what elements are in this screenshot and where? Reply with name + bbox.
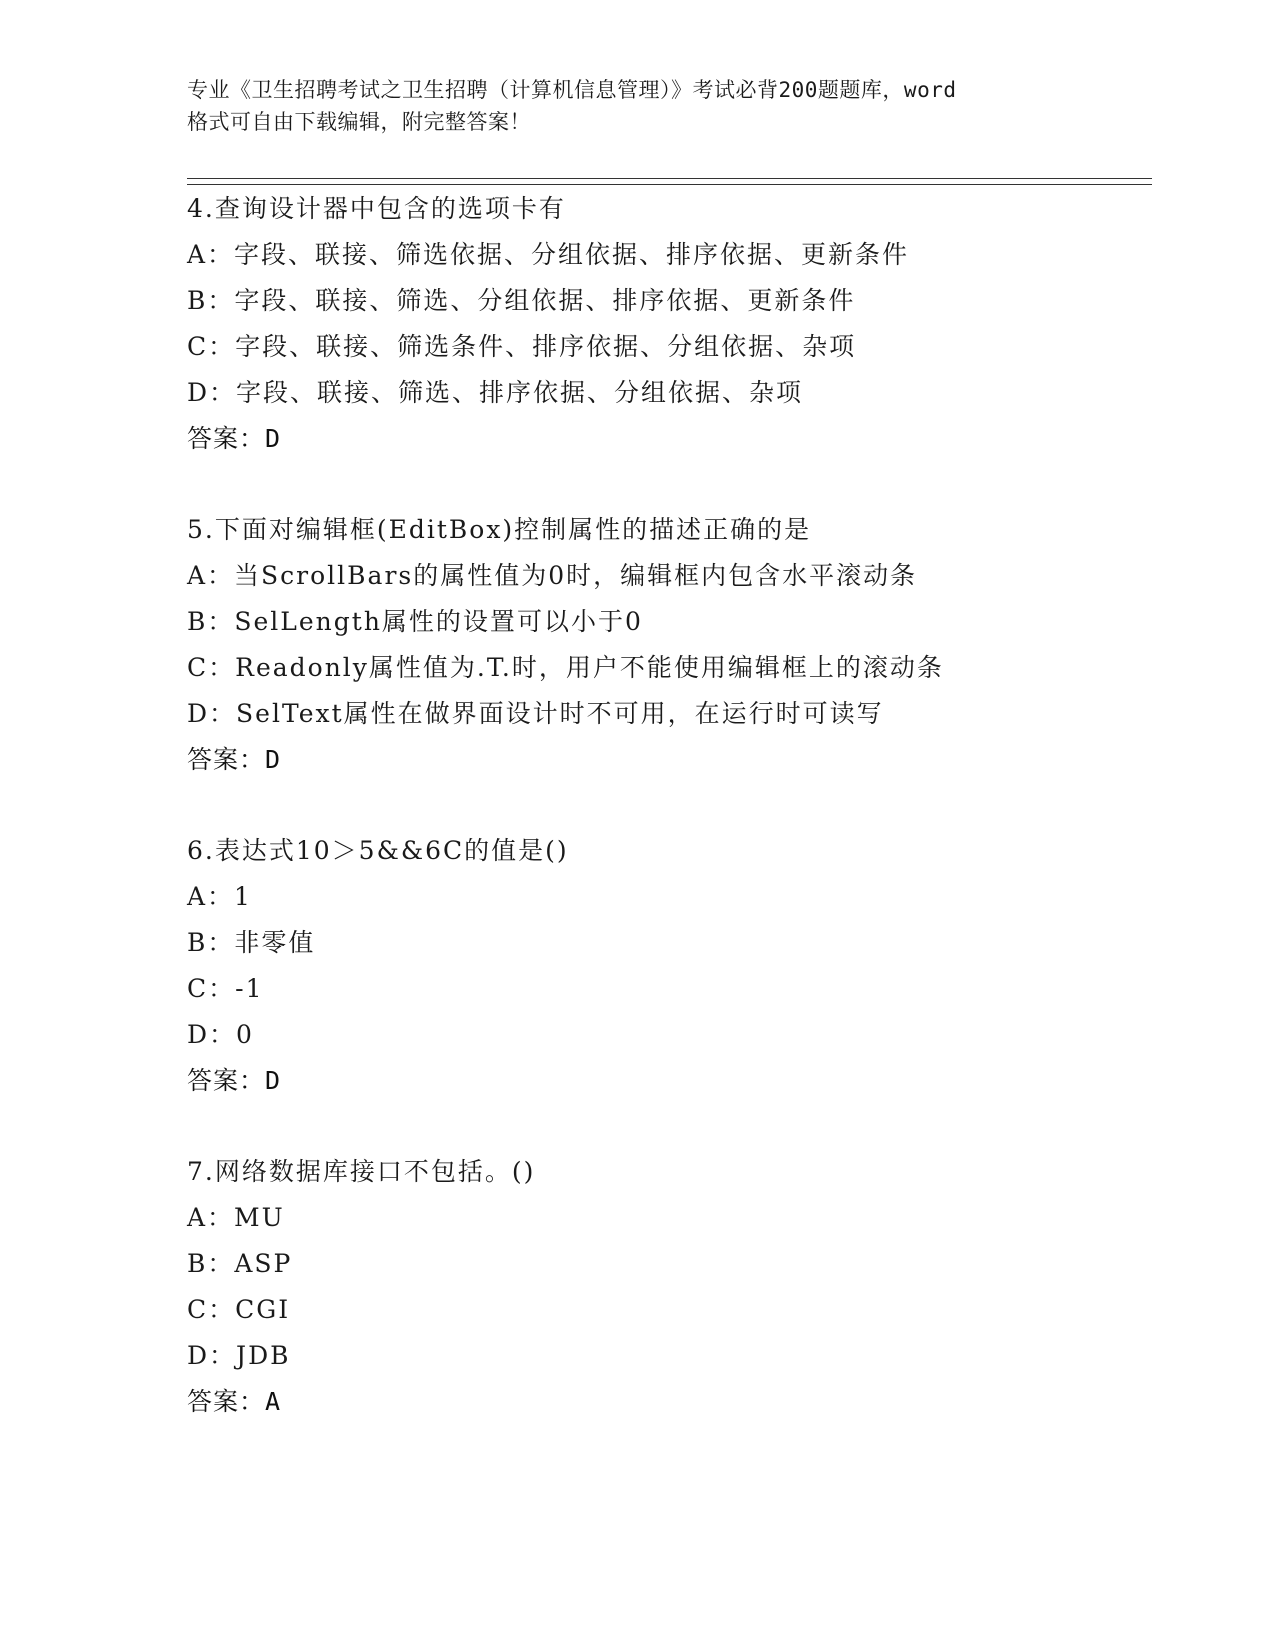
option-b: B：非零值 xyxy=(187,928,316,957)
header-line-2: 格式可自由下载编辑，附完整答案！ xyxy=(187,110,531,134)
option-d: D：字段、联接、筛选、排序依据、分组依据、杂项 xyxy=(187,378,804,407)
question-stem: 7.网络数据库接口不包括。() xyxy=(187,1157,536,1186)
option-a: A：当ScrollBars的属性值为0时，编辑框内包含水平滚动条 xyxy=(187,561,918,590)
option-c: C：字段、联接、筛选条件、排序依据、分组依据、杂项 xyxy=(187,332,857,361)
document-header xyxy=(187,74,1087,138)
answer: 答案：D xyxy=(187,745,282,774)
question-stem: 4.查询设计器中包含的选项卡有 xyxy=(187,194,566,223)
answer: 答案：D xyxy=(187,424,282,453)
answer: 答案：D xyxy=(187,1066,282,1095)
option-c: C：CGI xyxy=(187,1295,291,1324)
option-b: B：字段、联接、筛选、分组依据、排序依据、更新条件 xyxy=(187,286,856,315)
question-stem: 5.下面对编辑框(EditBox)控制属性的描述正确的是 xyxy=(187,515,812,544)
option-d: D：SelText属性在做界面设计时不可用，在运行时可读写 xyxy=(187,699,884,728)
question-stem: 6.表达式10＞5&&6C的值是() xyxy=(187,836,569,865)
question-7 xyxy=(187,1149,1152,1425)
question-4 xyxy=(187,186,1152,462)
option-a: A：MU xyxy=(187,1203,285,1232)
option-c: C：-1 xyxy=(187,974,264,1003)
question-6 xyxy=(187,828,1152,1104)
option-b: B：ASP xyxy=(187,1249,293,1278)
option-a: A：字段、联接、筛选依据、分组依据、排序依据、更新条件 xyxy=(187,240,910,269)
question-list xyxy=(187,186,1152,1470)
option-b: B：SelLength属性的设置可以小于0 xyxy=(187,607,643,636)
option-d: D：JDB xyxy=(187,1341,291,1370)
option-c: C：Readonly属性值为.T.时，用户不能使用编辑框上的滚动条 xyxy=(187,653,944,682)
header-line-1: 专业《卫生招聘考试之卫生招聘（计算机信息管理）》考试必背200题题库，word xyxy=(187,78,957,102)
answer: 答案：A xyxy=(187,1387,282,1416)
option-a: A：1 xyxy=(187,882,252,911)
option-d: D：0 xyxy=(187,1020,254,1049)
header-double-rule xyxy=(187,178,1152,185)
question-5 xyxy=(187,507,1152,783)
